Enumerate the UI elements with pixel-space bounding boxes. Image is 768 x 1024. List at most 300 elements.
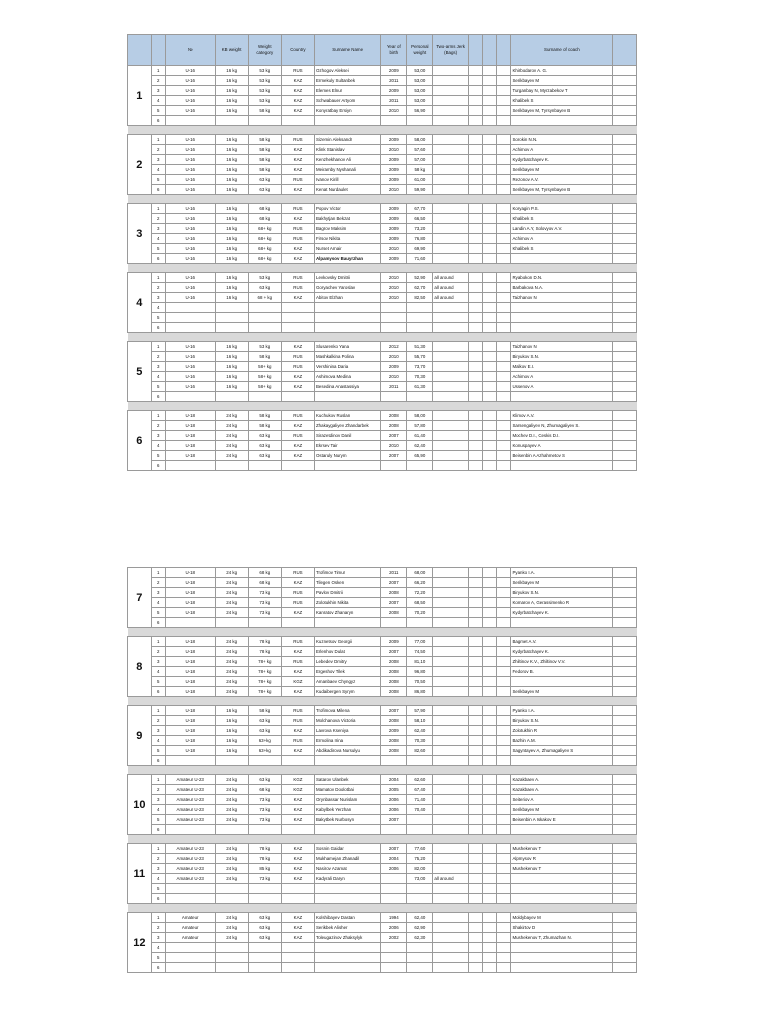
weight-category: 58+ kg xyxy=(248,362,281,372)
row-number: 1 xyxy=(151,844,165,854)
empty-cell xyxy=(468,933,482,943)
empty-cell xyxy=(613,352,637,362)
group-number: 12 xyxy=(128,913,152,973)
kb-weight xyxy=(215,756,248,766)
group-number: 3 xyxy=(128,204,152,264)
country xyxy=(281,953,314,963)
age-category xyxy=(165,461,215,471)
two-arms-jerk xyxy=(433,214,469,224)
empty-cell xyxy=(468,451,482,461)
athlete-name: Ashimova Medina xyxy=(315,372,381,382)
age-category: Amateur U-23 xyxy=(165,795,215,805)
table-row xyxy=(128,775,637,785)
athlete-name xyxy=(315,116,381,126)
row-number: 5 xyxy=(151,608,165,618)
country: KAZ xyxy=(281,106,314,116)
row-number: 2 xyxy=(151,854,165,864)
athlete-name: Kenzhekhanov Ali xyxy=(315,155,381,165)
empty-cell xyxy=(497,175,511,185)
table-row xyxy=(128,953,637,963)
weight-category xyxy=(248,618,281,628)
age-category xyxy=(165,884,215,894)
table-row xyxy=(128,716,637,726)
table-row xyxy=(128,303,637,313)
weight-category: 58 kg xyxy=(248,155,281,165)
empty-cell xyxy=(483,953,497,963)
country: KAZ xyxy=(281,578,314,588)
personal-weight: 73,70 xyxy=(407,362,433,372)
two-arms-jerk xyxy=(433,116,469,126)
kb-weight: 24 kg xyxy=(215,451,248,461)
row-number: 5 xyxy=(151,175,165,185)
empty-cell xyxy=(483,411,497,421)
table-row xyxy=(128,746,637,756)
athlete-name: Ermekuly Sultanbek xyxy=(315,76,381,86)
table-row xyxy=(128,598,637,608)
empty-cell xyxy=(613,106,637,116)
coach-name xyxy=(511,323,613,333)
row-number: 5 xyxy=(151,884,165,894)
age-category xyxy=(165,313,215,323)
table-row xyxy=(128,637,637,647)
birth-year: 2006 xyxy=(381,923,407,933)
country: RUS xyxy=(281,273,314,283)
coach-name: Biryukov S.N. xyxy=(511,352,613,362)
personal-weight: 86,80 xyxy=(407,687,433,697)
empty-cell xyxy=(483,963,497,973)
coach-name xyxy=(511,461,613,471)
birth-year: 2009 xyxy=(381,234,407,244)
row-number: 6 xyxy=(151,963,165,973)
empty-cell xyxy=(497,785,511,795)
country xyxy=(281,943,314,953)
country: KAZ xyxy=(281,145,314,155)
country: KAZ xyxy=(281,815,314,825)
empty-cell xyxy=(497,155,511,165)
empty-cell xyxy=(613,598,637,608)
empty-cell xyxy=(468,234,482,244)
two-arms-jerk xyxy=(433,913,469,923)
empty-cell xyxy=(468,963,482,973)
empty-cell xyxy=(613,884,637,894)
table-row xyxy=(128,293,637,303)
weight-category xyxy=(248,884,281,894)
athlete-name: Bakytbek Nurbosyn xyxy=(315,815,381,825)
table-row xyxy=(128,323,637,333)
group-number: 7 xyxy=(128,568,152,628)
empty-cell xyxy=(497,815,511,825)
weight-category: 58 kg xyxy=(248,706,281,716)
table-row xyxy=(128,254,637,264)
empty-cell xyxy=(497,461,511,471)
athlete-name: Kenat Nurdaulet xyxy=(315,185,381,195)
weight-category: 73 kg xyxy=(248,795,281,805)
country: RUS xyxy=(281,175,314,185)
kb-weight: 24 kg xyxy=(215,647,248,657)
header-row xyxy=(128,35,637,66)
birth-year xyxy=(381,303,407,313)
empty-cell xyxy=(483,283,497,293)
athlete-name: Firsov Nikita xyxy=(315,234,381,244)
kb-weight: 16 kg xyxy=(215,342,248,352)
row-number: 4 xyxy=(151,874,165,884)
coach-name: Kydyrbatchayev K. xyxy=(511,647,613,657)
athlete-name: Ermolina Irina xyxy=(315,736,381,746)
empty-cell xyxy=(468,96,482,106)
age-category: Amateur U-23 xyxy=(165,844,215,854)
two-arms-jerk xyxy=(433,933,469,943)
age-category xyxy=(165,943,215,953)
athlete-name: Sizemin Aleksandr xyxy=(315,135,381,145)
coach-name: Barbakova N.A. xyxy=(511,283,613,293)
birth-year xyxy=(381,953,407,963)
country: RUS xyxy=(281,637,314,647)
birth-year: 2007 xyxy=(381,815,407,825)
weight-category: 63+kg xyxy=(248,736,281,746)
empty-cell xyxy=(468,441,482,451)
empty-cell xyxy=(483,874,497,884)
empty-cell xyxy=(613,342,637,352)
personal-weight: 74,50 xyxy=(407,647,433,657)
empty-cell xyxy=(497,825,511,835)
empty-cell xyxy=(613,775,637,785)
personal-weight xyxy=(407,392,433,402)
table-row xyxy=(128,687,637,697)
empty-cell xyxy=(497,185,511,195)
age-category: U-18 xyxy=(165,598,215,608)
coach-name: Achimov A xyxy=(511,145,613,155)
empty-cell xyxy=(497,165,511,175)
kb-weight: 24 kg xyxy=(215,568,248,578)
age-category: U-16 xyxy=(165,283,215,293)
age-category: U-16 xyxy=(165,135,215,145)
two-arms-jerk xyxy=(433,461,469,471)
country: RUS xyxy=(281,234,314,244)
birth-year xyxy=(381,323,407,333)
table-row xyxy=(128,106,637,116)
table-row xyxy=(128,165,637,175)
birth-year: 2010 xyxy=(381,145,407,155)
coach-name: Kydyrbatchayev K. xyxy=(511,155,613,165)
table-row xyxy=(128,864,637,874)
row-number: 1 xyxy=(151,637,165,647)
empty-cell xyxy=(468,953,482,963)
table-row xyxy=(128,185,637,195)
empty-cell xyxy=(497,273,511,283)
empty-cell xyxy=(613,451,637,461)
weight-category: 58 kg xyxy=(248,421,281,431)
two-arms-jerk xyxy=(433,608,469,618)
empty-cell xyxy=(483,913,497,923)
row-number: 2 xyxy=(151,352,165,362)
header-kb-weight: KB weight xyxy=(215,35,248,66)
age-category: U-18 xyxy=(165,746,215,756)
two-arms-jerk xyxy=(433,451,469,461)
coach-name xyxy=(511,392,613,402)
empty-cell xyxy=(468,165,482,175)
empty-cell xyxy=(483,706,497,716)
weight-category: 63 kg xyxy=(248,283,281,293)
table-row xyxy=(128,224,637,234)
age-category: U-18 xyxy=(165,706,215,716)
kb-weight: 24 kg xyxy=(215,421,248,431)
athlete-name: Ostaruly Nurym xyxy=(315,451,381,461)
coach-name: Serikbayev M xyxy=(511,687,613,697)
empty-cell xyxy=(483,234,497,244)
empty-cell xyxy=(497,805,511,815)
weight-category xyxy=(248,825,281,835)
empty-cell xyxy=(483,323,497,333)
empty-cell xyxy=(613,165,637,175)
personal-weight: 52,90 xyxy=(407,273,433,283)
empty-cell xyxy=(497,795,511,805)
two-arms-jerk xyxy=(433,716,469,726)
row-number: 5 xyxy=(151,953,165,963)
age-category: U-18 xyxy=(165,451,215,461)
athlete-name: Molchanova Victoria xyxy=(315,716,381,726)
empty-cell xyxy=(483,825,497,835)
personal-weight: 70,30 xyxy=(407,736,433,746)
empty-cell xyxy=(468,864,482,874)
two-arms-jerk xyxy=(433,421,469,431)
header-year-of-birth: Year of birth xyxy=(381,35,407,66)
empty-cell xyxy=(613,244,637,254)
empty-cell xyxy=(613,362,637,372)
country: RUS xyxy=(281,411,314,421)
athlete-name: Lavrova Kseniya xyxy=(315,726,381,736)
age-category: U-16 xyxy=(165,234,215,244)
country: KAZ xyxy=(281,795,314,805)
weight-category: 63 kg xyxy=(248,913,281,923)
athlete-name: Satarov Ulanbek xyxy=(315,775,381,785)
empty-cell xyxy=(483,736,497,746)
empty-cell xyxy=(497,608,511,618)
empty-cell xyxy=(497,716,511,726)
coach-name: Serikbayev M xyxy=(511,76,613,86)
personal-weight: 61,30 xyxy=(407,382,433,392)
row-number: 6 xyxy=(151,618,165,628)
age-category: U-16 xyxy=(165,254,215,264)
coach-name xyxy=(511,254,613,264)
weight-category: 78 kg xyxy=(248,854,281,864)
weight-category: 63 kg xyxy=(248,775,281,785)
birth-year: 2010 xyxy=(381,352,407,362)
empty-cell xyxy=(483,254,497,264)
age-category xyxy=(165,323,215,333)
header-blank xyxy=(468,35,482,66)
coach-name xyxy=(511,116,613,126)
two-arms-jerk xyxy=(433,726,469,736)
weight-category: 58 kg xyxy=(248,135,281,145)
group-separator xyxy=(128,766,637,775)
country: KAZ xyxy=(281,805,314,815)
empty-cell xyxy=(497,411,511,421)
empty-cell xyxy=(613,608,637,618)
row-number: 3 xyxy=(151,795,165,805)
birth-year: 2009 xyxy=(381,362,407,372)
table-row xyxy=(128,76,637,86)
table-row xyxy=(128,313,637,323)
empty-cell xyxy=(497,323,511,333)
kb-weight: 16 kg xyxy=(215,96,248,106)
empty-cell xyxy=(497,234,511,244)
empty-cell xyxy=(483,637,497,647)
coach-name: Kydyrbatchayev K. xyxy=(511,608,613,618)
empty-cell xyxy=(468,667,482,677)
weight-category: 63 kg xyxy=(248,726,281,736)
personal-weight: 57,00 xyxy=(407,155,433,165)
row-number: 6 xyxy=(151,756,165,766)
birth-year xyxy=(381,313,407,323)
weight-category: 78 kg xyxy=(248,647,281,657)
row-number: 6 xyxy=(151,825,165,835)
empty-cell xyxy=(468,175,482,185)
empty-cell xyxy=(613,588,637,598)
athlete-name: Ergeshov Tilek xyxy=(315,667,381,677)
weight-category: 53 kg xyxy=(248,96,281,106)
two-arms-jerk xyxy=(433,706,469,716)
coach-name xyxy=(511,756,613,766)
empty-cell xyxy=(613,736,637,746)
kb-weight: 16 kg xyxy=(215,106,248,116)
personal-weight: 75,20 xyxy=(407,854,433,864)
personal-weight: 53,00 xyxy=(407,66,433,76)
empty-cell xyxy=(613,844,637,854)
empty-cell xyxy=(468,116,482,126)
age-category: U-18 xyxy=(165,431,215,441)
empty-cell xyxy=(483,687,497,697)
coach-name xyxy=(511,303,613,313)
empty-cell xyxy=(497,657,511,667)
country: RUS xyxy=(281,598,314,608)
two-arms-jerk xyxy=(433,313,469,323)
country: RUS xyxy=(281,706,314,716)
two-arms-jerk xyxy=(433,441,469,451)
birth-year xyxy=(381,392,407,402)
coach-name: Rezonov A.V. xyxy=(511,175,613,185)
two-arms-jerk xyxy=(433,135,469,145)
row-number: 1 xyxy=(151,775,165,785)
age-category: U-16 xyxy=(165,342,215,352)
empty-cell xyxy=(497,96,511,106)
coach-name: Bazhin A.M. xyxy=(511,736,613,746)
header-coach: Surname of coach xyxy=(511,35,613,66)
empty-cell xyxy=(497,568,511,578)
empty-cell xyxy=(483,894,497,904)
separator-cell xyxy=(128,904,637,913)
group-number: 9 xyxy=(128,706,152,766)
header-country: Country xyxy=(281,35,314,66)
table-row xyxy=(128,844,637,854)
table-row xyxy=(128,647,637,657)
weight-category: 63 kg xyxy=(248,441,281,451)
personal-weight xyxy=(407,618,433,628)
empty-cell xyxy=(613,726,637,736)
age-category: U-16 xyxy=(165,76,215,86)
two-arms-jerk xyxy=(433,234,469,244)
weight-category: 78 kg xyxy=(248,637,281,647)
age-category: U-18 xyxy=(165,667,215,677)
athlete-name xyxy=(315,303,381,313)
empty-cell xyxy=(483,185,497,195)
empty-cell xyxy=(497,667,511,677)
personal-weight: 82,00 xyxy=(407,864,433,874)
empty-cell xyxy=(468,647,482,657)
empty-cell xyxy=(613,785,637,795)
kb-weight: 16 kg xyxy=(215,135,248,145)
birth-year: 2009 xyxy=(381,86,407,96)
coach-name: Komarov A, Gerassimenko R xyxy=(511,598,613,608)
kb-weight: 24 kg xyxy=(215,844,248,854)
table-row xyxy=(128,96,637,106)
birth-year: 2008 xyxy=(381,608,407,618)
birth-year xyxy=(381,618,407,628)
separator-cell xyxy=(128,126,637,135)
personal-weight: 62,30 xyxy=(407,933,433,943)
row-number: 4 xyxy=(151,943,165,953)
personal-weight: 61,40 xyxy=(407,431,433,441)
empty-cell xyxy=(468,854,482,864)
athlete-name: Ekrsev Tair xyxy=(315,441,381,451)
personal-weight xyxy=(407,894,433,904)
empty-cell xyxy=(613,716,637,726)
personal-weight: 81,10 xyxy=(407,657,433,667)
birth-year: 2010 xyxy=(381,106,407,116)
two-arms-jerk xyxy=(433,864,469,874)
empty-cell xyxy=(613,96,637,106)
group-number: 1 xyxy=(128,66,152,126)
empty-cell xyxy=(497,953,511,963)
empty-cell xyxy=(468,894,482,904)
athlete-name: Kolshibayev Dastan xyxy=(315,913,381,923)
athlete-name: Nurset Arnair xyxy=(315,244,381,254)
athlete-name: Pavlov Dmitrii xyxy=(315,588,381,598)
empty-cell xyxy=(613,647,637,657)
age-category: U-16 xyxy=(165,106,215,116)
empty-cell xyxy=(613,303,637,313)
empty-cell xyxy=(613,431,637,441)
country: KAZ xyxy=(281,854,314,864)
personal-weight: 66,50 xyxy=(407,214,433,224)
row-number: 4 xyxy=(151,303,165,313)
empty-cell xyxy=(613,392,637,402)
birth-year: 2009 xyxy=(381,165,407,175)
header-two-arms-jerk: Two-arms Jerk (Bags) xyxy=(433,35,469,66)
country: RUS xyxy=(281,66,314,76)
kb-weight xyxy=(215,313,248,323)
empty-cell xyxy=(613,687,637,697)
kb-weight xyxy=(215,303,248,313)
coach-name: Konuspayev A xyxy=(511,441,613,451)
empty-cell xyxy=(613,667,637,677)
empty-cell xyxy=(468,677,482,687)
birth-year: 2011 xyxy=(381,96,407,106)
empty-cell xyxy=(497,844,511,854)
empty-cell xyxy=(468,874,482,884)
empty-cell xyxy=(468,795,482,805)
empty-cell xyxy=(468,815,482,825)
group-separator xyxy=(128,697,637,706)
coach-name: Serikbayev M xyxy=(511,578,613,588)
two-arms-jerk xyxy=(433,815,469,825)
row-number: 1 xyxy=(151,204,165,214)
kb-weight: 24 kg xyxy=(215,785,248,795)
personal-weight: 56,90 xyxy=(407,106,433,116)
personal-weight: 62,40 xyxy=(407,726,433,736)
birth-year: 2007 xyxy=(381,578,407,588)
weight-category: 68 kg xyxy=(248,578,281,588)
birth-year: 2010 xyxy=(381,185,407,195)
